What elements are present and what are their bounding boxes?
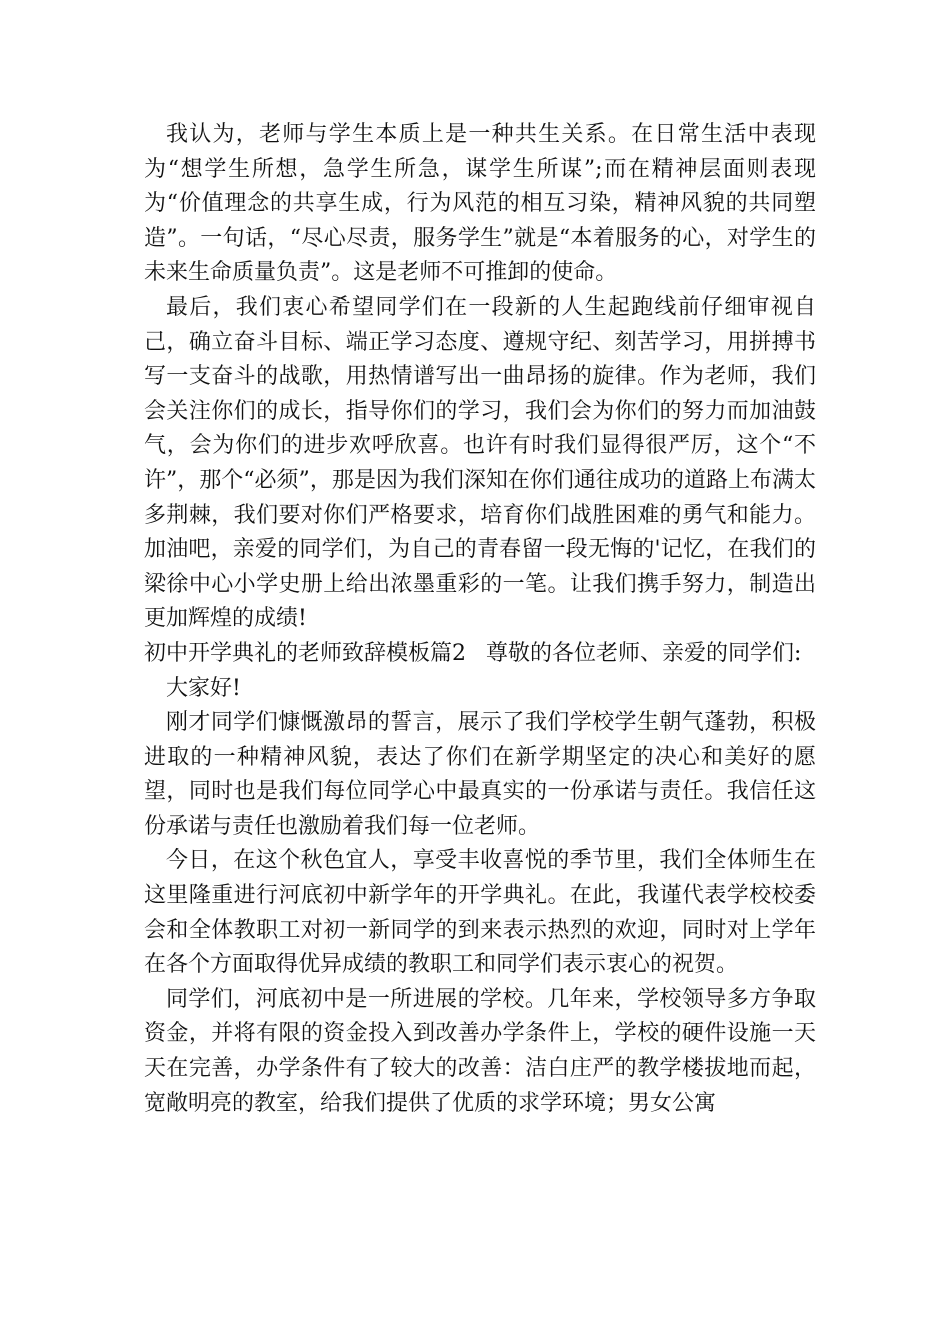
paragraph-ceremony: 今日，在这个秋色宜人，享受丰收喜悦的季节里，我们全体师生在这里隆重进行河底初中新学年的开学典礼。在此，我谨代表学校校委会和全体教职工对初一新同学的到来表示热烈的欢迎，同时对上学年在各个方面取得优异成绩的教职工和同学们表示衷心的祝贺。: [144, 848, 816, 978]
salutation: 尊敬的各位老师、亲爱的同学们:: [486, 640, 802, 666]
section-heading-line: [144, 637, 816, 672]
paragraph-symbiosis: 我认为，老师与学生本质上是一种共生关系。在日常生活中表现为“想学生所想，急学生所急，谋学生所谋”;而在精神层面则表现为“价值理念的共享生成，行为风范的相互习染，精神风貌的共同塑造”。一句话，“尽心尽责，服务学生”就是“本着服务的心，对学生的未来生命质量负责”。这是老师不可推卸的使命。: [144, 122, 816, 286]
section-title: 初中开学典礼的老师致辞模板篇2: [144, 640, 466, 666]
paragraph-finally: 最后，我们衷心希望同学们在一段新的人生起跑线前仔细审视自己，确立奋斗目标、端正学习态度、遵规守纪、刻苦学习，用拼搏书写一支奋斗的战歌，用热情谱写出一曲昂扬的旋律。作为老师，我们会关注你们的成长，指导你们的学习，我们会为你们的努力而加油鼓气，会为你们的进步欢呼欣喜。也许有时我们显得很严厉，这个“不许”，那个“必须”，那是因为我们深知在你们通往成功的道路上布满太多荆棘，我们要对你们严格要求，培育你们战胜困难的勇气和能力。加油吧，亲爱的同学们，为自己的青春留一段无悔的'记忆，在我们的梁徐中心小学史册上给出浓墨重彩的一笔。让我们携手努力，制造出更加辉煌的成绩!: [144, 294, 816, 632]
paragraph-oath: 刚才同学们慷慨激昂的誓言，展示了我们学校学生朝气蓬勃，积极进取的一种精神风貌，表达了你们在新学期坚定的决心和美好的愿望，同时也是我们每位同学心中最真实的一份承诺与责任。我信任这份承诺与责任也激励着我们每一位老师。: [144, 710, 816, 839]
document-page: [144, 118, 816, 1121]
paragraph-school-development: 同学们，河底初中是一所进展的学校。几年来，学校领导多方争取资金，并将有限的资金投入到改善办学条件上，学校的硬件设施一天天在完善，办学条件有了较大的改善：洁白庄严的教学楼拔地而起，宽敞明亮的教室，给我们提供了优质的求学环境；男女公寓: [144, 986, 816, 1116]
paragraph-greeting: 大家好!: [166, 675, 241, 701]
